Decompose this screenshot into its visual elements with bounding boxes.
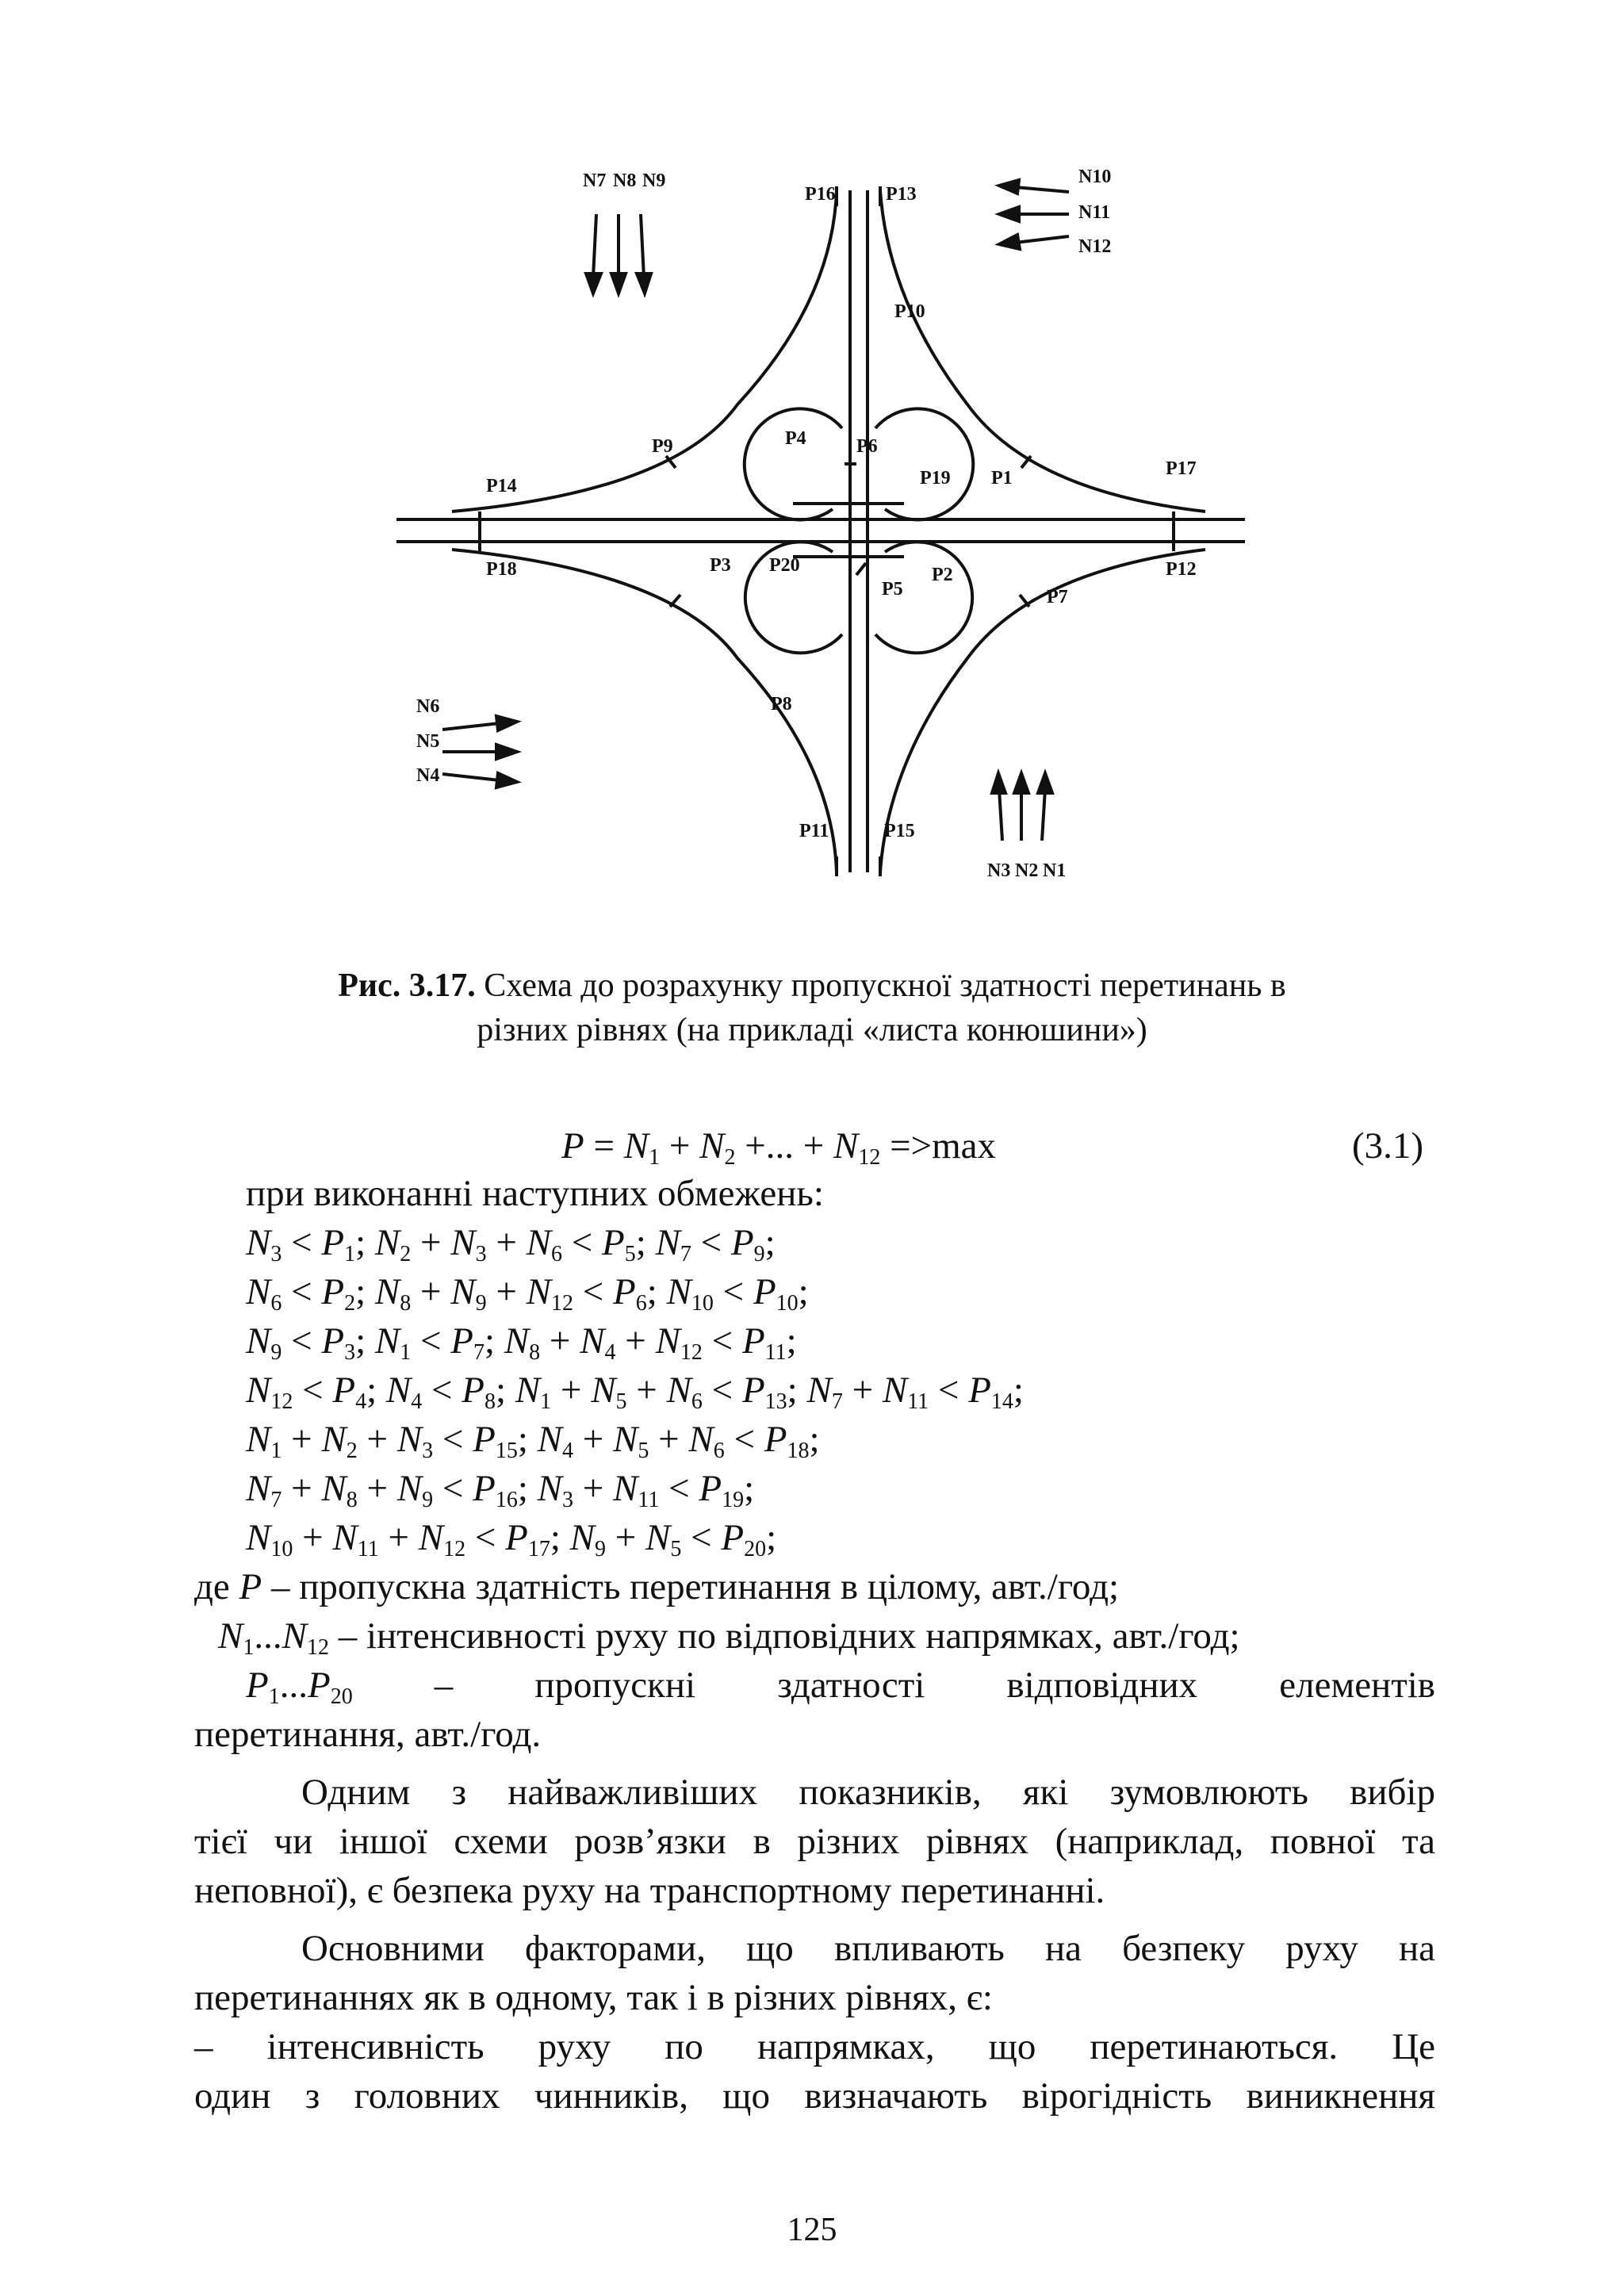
- label-p8: P8: [771, 694, 792, 715]
- label-p12: P12: [1166, 559, 1197, 580]
- paragraph-1-line-1: Одним з найважливіших показників, які зумовлюють вибір: [301, 1772, 1435, 1813]
- label-p6: P6: [856, 436, 878, 457]
- label-n9: N9: [642, 170, 666, 191]
- constraint-line-6: $N_7 + N_8 + N_9 < P_{16}$; $N_3 + N_{11} < P_{19}$;: [246, 1468, 755, 1512]
- paragraph-1-line-3: неповної), є безпека руху на транспортному перетинанні.: [194, 1870, 1105, 1911]
- caption-figure-number: Рис. 3.17.: [338, 967, 476, 1004]
- bullet-line-1: – інтенсивність руху по напрямках, що перетинаються. Це: [194, 2026, 1435, 2067]
- label-p11: P11: [799, 821, 829, 841]
- label-p5: P5: [882, 579, 903, 600]
- definition-p-range: $P_1...P_{20}$ – пропускні здатності відповідних елементів: [246, 1665, 1435, 1709]
- label-n1: N1: [1043, 860, 1067, 881]
- constraint-line-7: $N_{10} + N_{11} + N_{12} < P_{17}$; $N_9 + N_5 < P_{20}$;: [246, 1517, 777, 1561]
- constraint-line-4: $N_{12} < P_4$; $N_4 < P_8$; $N_1 + N_5 + N_6 < P_{13}$; $N_7 + N_{11} < P_{14}$;: [246, 1370, 1024, 1414]
- equation-3-1: [0, 1125, 1624, 1172]
- label-n3: N3: [987, 860, 1011, 881]
- equation-number: (3.1): [1352, 1125, 1424, 1167]
- paragraph-2-line-1: Основними факторами, що впливають на безпеку руху на: [301, 1928, 1435, 1969]
- constraint-line-1: $N_3 < P_1$; $N_2 + N_3 + N_6 < P_5$; $N_7 < P_9$;: [246, 1222, 776, 1266]
- page-number: 125: [787, 2212, 837, 2248]
- label-p19: P19: [920, 468, 951, 489]
- caption-line-1: [198, 964, 1426, 1008]
- label-p18: P18: [486, 559, 517, 580]
- figure-caption: [198, 964, 1426, 1052]
- definition-p: де P – пропускна здатність перетинання в цілому, авт./год;: [194, 1566, 1120, 1607]
- label-p2: P2: [932, 565, 953, 585]
- paragraph-2-line-2: перетинаннях як в одному, так і в різних рівнях, є:: [194, 1977, 993, 2018]
- label-n8: N8: [613, 170, 637, 191]
- label-n2: N2: [1015, 860, 1039, 881]
- label-p13: P13: [886, 184, 917, 205]
- constraint-line-5: $N_1 + N_2 + N_3 < P_{15}$; $N_4 + N_5 + N_6 < P_{18}$;: [246, 1419, 820, 1463]
- label-p17: P17: [1166, 458, 1197, 479]
- constraints-intro: при виконанні наступних обмежень:: [246, 1173, 824, 1214]
- caption-text: Схема до розрахунку пропускної здатності перетинань в: [475, 967, 1286, 1004]
- label-n4: N4: [416, 765, 440, 786]
- label-p14: P14: [486, 476, 517, 496]
- equation-formula: $P = N_1 + N_2$ +... + $N_{12} =>\max$: [561, 1125, 997, 1170]
- label-p16: P16: [805, 184, 836, 205]
- label-p20: P20: [769, 555, 800, 576]
- label-p9: P9: [652, 436, 673, 457]
- caption-line-2: різних рівнях (на прикладі «листа конюшини»): [477, 1012, 1147, 1048]
- label-n6: N6: [416, 696, 440, 717]
- label-n11: N11: [1078, 202, 1111, 223]
- definition-p-range-cont: перетинання, авт./год.: [194, 1714, 542, 1755]
- label-n5: N5: [416, 731, 440, 752]
- label-p10: P10: [894, 301, 925, 322]
- constraint-line-2: $N_6 < P_2$; $N_8 + N_9 + N_{12} < P_6$; $N_{10} < P_{10}$;: [246, 1271, 809, 1316]
- label-n12: N12: [1078, 236, 1112, 257]
- ramp-top-left: [452, 190, 837, 511]
- label-n10: N10: [1078, 167, 1112, 187]
- bullet-line-2: один з головних чинників, що визначають вірогідність виникнення: [194, 2075, 1435, 2117]
- definition-n: $N_1...N_{12}$ – інтенсивності руху по відповідних напрямках, авт./год;: [218, 1615, 1240, 1660]
- label-p3: P3: [710, 555, 731, 576]
- label-p7: P7: [1047, 587, 1068, 607]
- cloverleaf-interchange-diagram: [381, 143, 1269, 920]
- label-p15: P15: [884, 821, 915, 841]
- paragraph-1-line-2: тієї чи іншої схеми розв’язки в різних рівнях (наприклад, повної та: [194, 1821, 1435, 1862]
- constraint-line-3: $N_9 < P_3$; $N_1 < P_7$; $N_8 + N_4 + N_{12} < P_{11}$;: [246, 1320, 797, 1365]
- label-p4: P4: [785, 428, 806, 449]
- label-n7: N7: [583, 170, 607, 191]
- label-p1: P1: [991, 468, 1013, 489]
